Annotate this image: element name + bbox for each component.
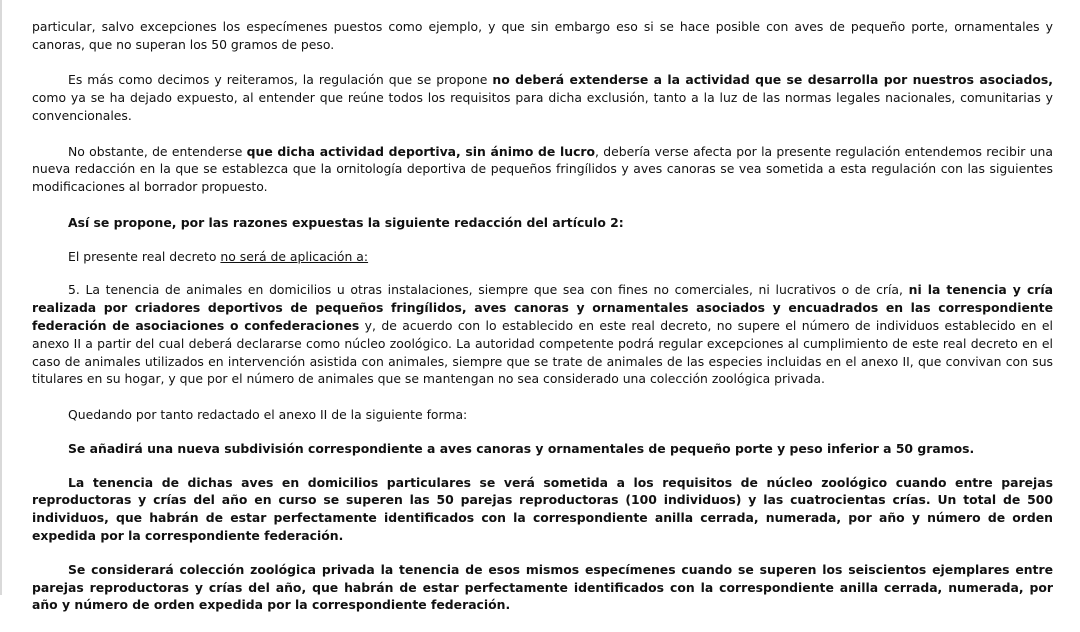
paragraph-6-text-a: 5. La tenencia de animales en domicilios u otras instalaciones, siempre que sea con fines no comerciales, ni lucrativos o de cría, bbox=[68, 282, 909, 298]
paragraph-9 bbox=[32, 474, 1053, 545]
paragraph-7-text: Quedando por tanto redactado el anexo II de la siguiente forma: bbox=[68, 406, 468, 422]
paragraph-7 bbox=[32, 406, 1053, 424]
paragraph-2 bbox=[32, 71, 1053, 124]
paragraph-8 bbox=[32, 440, 1053, 458]
paragraph-10 bbox=[32, 561, 1053, 614]
document-page bbox=[32, 18, 1053, 632]
paragraph-5 bbox=[32, 248, 1053, 266]
paragraph-1 bbox=[32, 18, 1053, 54]
paragraph-3 bbox=[32, 143, 1053, 196]
page-left-edge bbox=[0, 0, 2, 595]
paragraph-9-bold: La tenencia de dichas aves en domicilios particulares se verá sometida a los requisitos de núcleo zoológico cuando entre parejas reproductoras y crías del año en curso se superen las 50 parejas reproductoras (100 individuos) y las cuatrocientas crías. Un total de 500 individuos, que habrán de estar perfectamente identificados con la correspondiente anilla cerrada, numerada, por año y número de orden expedida por la correspondiente federación. bbox=[32, 474, 1053, 543]
paragraph-3-text-b: , debería verse afecta por la presente regulación entendemos recibir una nueva redacción en la que se establezca que la ornitología deportiva de pequeños fringílidos y aves canoras se vea sometida a esta regulación con las siguientes modificaciones al borrador propuesto. bbox=[32, 143, 1053, 195]
paragraph-8-bold: Se añadirá una nueva subdivisión correspondiente a aves canoras y ornamentales de pequeño porte y peso inferior a 50 gramos. bbox=[68, 440, 975, 456]
paragraph-5-text: El presente real decreto bbox=[68, 248, 221, 264]
paragraph-4 bbox=[32, 214, 1053, 232]
paragraph-2-bold: no deberá extenderse a la actividad que se desarrolla por nuestros asociados, bbox=[492, 72, 1053, 88]
paragraph-6-bold: ni la tenencia y cría realizada por criadores deportivos de pequeños fringílidos, aves canoras y ornamentales asociados y encuadrados en las correspondiente federación de asociaciones o confederaciones bbox=[32, 282, 1054, 333]
paragraph-4-bold: Así se propone, por las razones expuestas la siguiente redacción del artículo 2: bbox=[68, 214, 624, 230]
paragraph-2-text-b: como ya se ha dejado expuesto, al entender que reúne todos los requisitos para dicha exclusión, tanto a la luz de las normas legales nacionales, comunitarias y convencionales. bbox=[32, 90, 1053, 123]
paragraph-1-text: particular, salvo excepciones los especímenes puestos como ejemplo, y que sin embargo eso si se hace posible con aves de pequeño porte, ornamentales y canoras, que no superan los 50 gramos de peso. bbox=[32, 19, 1053, 52]
paragraph-2-text-a: Es más como decimos y reiteramos, la regulación que se propone bbox=[68, 72, 493, 88]
paragraph-3-text-a: No obstante, de entenderse bbox=[68, 143, 247, 159]
paragraph-5-underlined: no será de aplicación a: bbox=[220, 248, 369, 264]
paragraph-10-bold: Se considerará colección zoológica privada la tenencia de esos mismos especímenes cuando se superen los seiscientos ejemplares entre parejas reproductoras y crías del año, que habrán de estar perfectamente identificados con la correspondiente anilla cerrada, numerada, por año y número de orden expedida por la correspondiente federación. bbox=[32, 561, 1053, 613]
paragraph-6 bbox=[32, 281, 1053, 388]
paragraph-6-text-b: y, de acuerdo con lo establecido en este real decreto, no supere el número de individuos establecido en el anexo II a partir del cual deberá declararse como núcleo zoológico. La autoridad competente podrá regular excepciones al cumplimiento de este real decreto en el caso de animales utilizados en intervención asistida con animales, siempre que se trate de animales de las especies incluidas en el anexo II, que convivan con sus titulares en su hogar, y que por el número de animales que se mantengan no sea considerado una colección zoológica privada. bbox=[32, 317, 1053, 387]
paragraph-3-bold: que dicha actividad deportiva, sin ánimo de lucro bbox=[246, 143, 596, 159]
